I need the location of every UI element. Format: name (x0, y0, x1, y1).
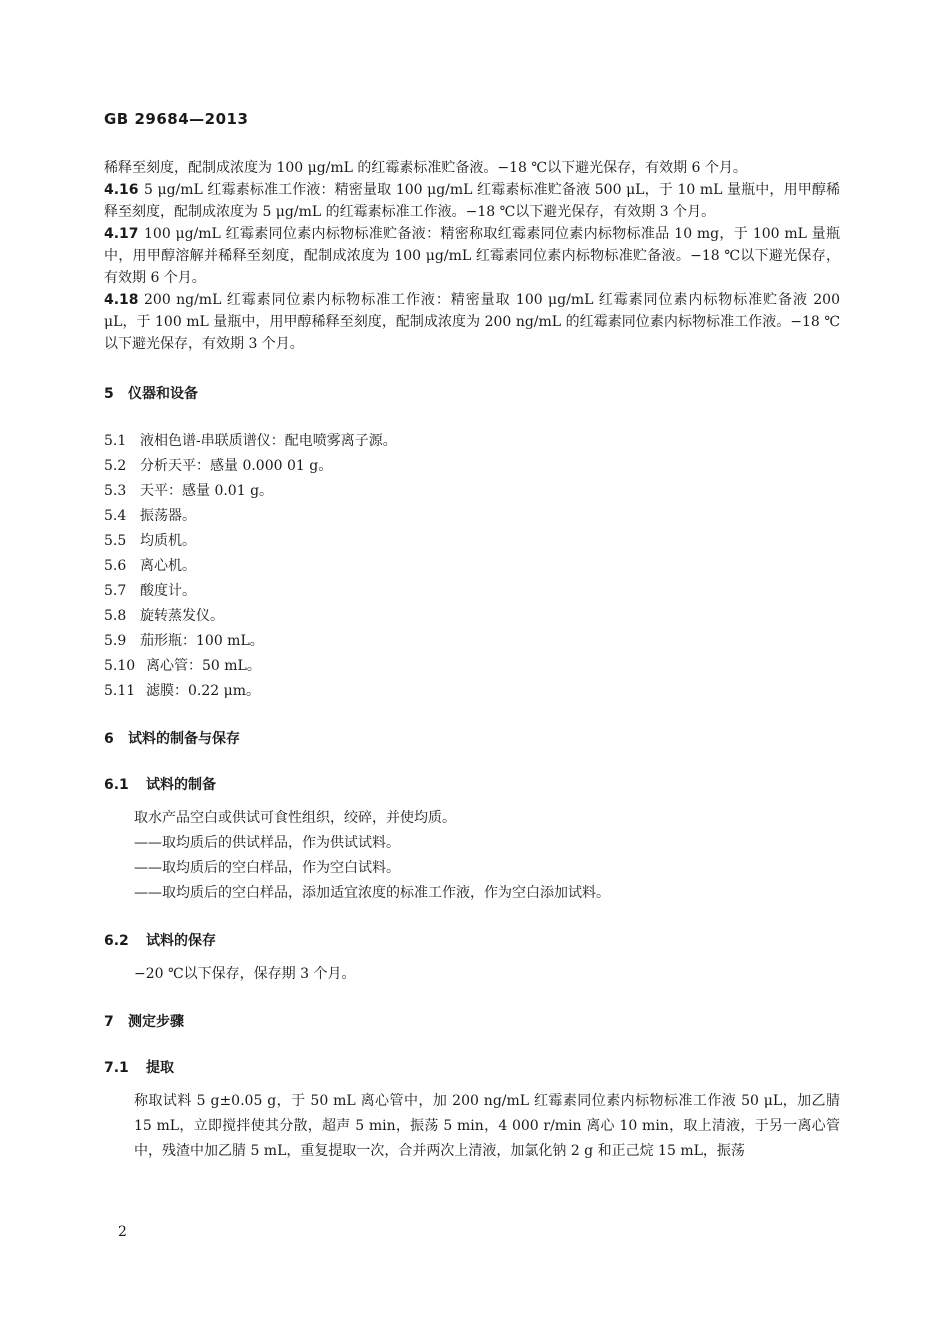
clause-4-18 (104, 289, 840, 355)
dash-item: ——取均质后的空白样品，添加适宜浓度的标准工作液，作为空白添加试料。 (134, 885, 610, 901)
dash-item: ——取均质后的供试样品，作为供试试料。 (134, 835, 400, 851)
section-6-heading: 6 试料的制备与保存 (104, 731, 240, 747)
list-item: 5.11 滤膜：0.22 μm。 (104, 683, 260, 699)
standard-number: GB 29684—2013 (104, 110, 249, 128)
dash-item: ——取均质后的空白样品，作为空白试料。 (134, 860, 400, 876)
subsection-7-1-heading: 7.1 提取 (104, 1060, 174, 1076)
list-item: 5.6 离心机。 (104, 558, 196, 574)
clause-number: 4.18 (104, 292, 139, 308)
list-item: 5.2 分析天平：感量 0.000 01 g。 (104, 458, 333, 474)
section-7-heading: 7 测定步骤 (104, 1014, 184, 1030)
list-item: 5.9 茄形瓶：100 mL。 (104, 633, 264, 649)
clause-text: 200 ng/mL 红霉素同位素内标物标准工作液：精密量取 100 μg/mL 红霉素同位素内标物标准贮备液 200 μL，于 100 mL 量瓶中，用甲醇稀释至刻度，配制成浓度为 200 ng/mL 的红霉素同位素内标物标准工作液。−18 ℃以下避光保存，有效期 3 个月。 (104, 292, 840, 352)
clause-4-15-continuation: 稀释至刻度，配制成浓度为 100 μg/mL 的红霉素标准贮备液。−18 ℃以下避光保存，有效期 6 个月。 (104, 160, 747, 176)
paragraph: 称取试料 5 g±0.05 g，于 50 mL 离心管中，加 200 ng/mL 红霉素同位素内标物标准工作液 50 μL，加乙腈 15 mL，立即搅拌使其分散，超声 5 min，振荡 5 min，4 000 r/min 离心 10 min，取上清液，于另一离心管中，残渣中加乙腈 5 mL，重复提取一次，合并两次上清液，加氯化钠 2 g 和正己烷 15 mL，振荡 (134, 1093, 840, 1159)
list-item: 5.7 酸度计。 (104, 583, 196, 599)
list-item: 5.3 天平：感量 0.01 g。 (104, 483, 274, 499)
list-item: 5.5 均质机。 (104, 533, 196, 549)
list-item: 5.8 旋转蒸发仪。 (104, 608, 224, 624)
clause-text: 5 μg/mL 红霉素标准工作液：精密量取 100 μg/mL 红霉素标准贮备液 500 μL，于 10 mL 量瓶中，用甲醇稀释至刻度，配制成浓度为 5 μg/mL 的红霉素标准工作液。−18 ℃以下避光保存，有效期 3 个月。 (104, 182, 840, 220)
clause-number: 4.16 (104, 182, 139, 198)
page-content (104, 157, 840, 1164)
subsection-6-2-heading: 6.2 试料的保存 (104, 933, 216, 949)
list-item: 5.10 离心管：50 mL。 (104, 658, 261, 674)
section-5-heading: 5 仪器和设备 (104, 386, 198, 402)
page-number: 2 (118, 1224, 127, 1240)
clause-4-16 (104, 179, 840, 223)
clause-4-17 (104, 223, 840, 289)
clause-text: 100 μg/mL 红霉素同位素内标物标准贮备液：精密称取红霉素同位素内标物标准品 10 mg，于 100 mL 量瓶中，用甲醇溶解并稀释至刻度，配制成浓度为 100 μg/mL 红霉素同位素内标物标准贮备液。−18 ℃以下避光保存，有效期 6 个月。 (104, 226, 840, 286)
subsection-6-1-heading: 6.1 试料的制备 (104, 777, 216, 793)
list-item: 5.4 振荡器。 (104, 508, 196, 524)
list-item: 5.1 液相色谱-串联质谱仪：配电喷雾离子源。 (104, 433, 397, 449)
paragraph: 取水产品空白或供试可食性组织，绞碎，并使均质。 (134, 810, 456, 826)
paragraph: −20 ℃以下保存，保存期 3 个月。 (134, 966, 356, 982)
clause-number: 4.17 (104, 226, 139, 242)
equipment-list (104, 429, 840, 704)
